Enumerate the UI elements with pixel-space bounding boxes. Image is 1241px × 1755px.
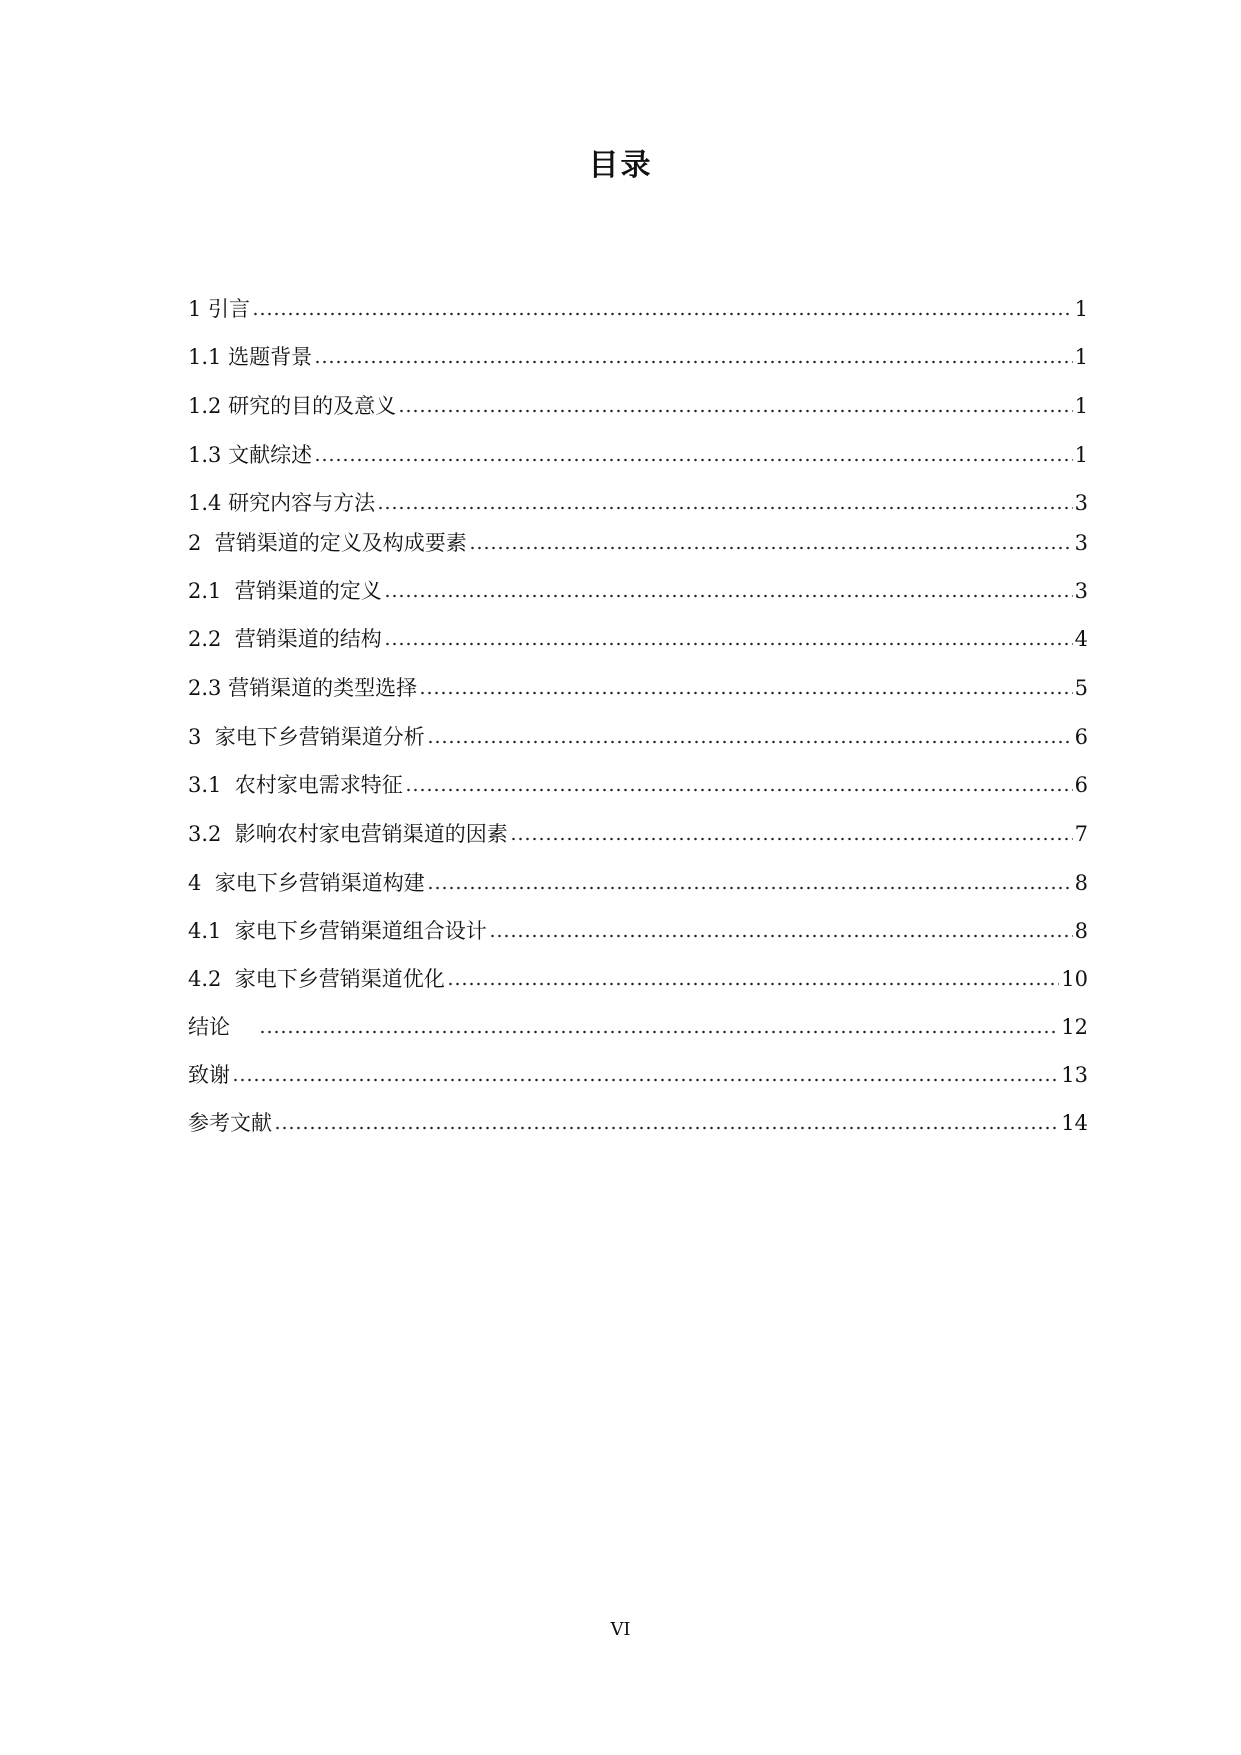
toc-entry[interactable] [188, 292, 1088, 322]
toc-dot-leader [419, 691, 1073, 695]
toc-entry-page: 3 [1074, 579, 1088, 603]
toc-entry-page: 10 [1061, 967, 1088, 991]
toc-entry[interactable] [188, 962, 1088, 992]
toc-dot-leader [252, 312, 1073, 316]
toc-entry[interactable] [188, 914, 1088, 944]
toc-dot-leader [447, 982, 1060, 986]
toc-entry-title: 4.2 家电下乡营销渠道优化 [188, 967, 445, 991]
toc-entry[interactable] [188, 340, 1088, 370]
toc-entry[interactable] [188, 671, 1088, 701]
toc-entry-title: 2.3 营销渠道的类型选择 [188, 676, 418, 700]
toc-dot-leader [259, 1030, 1060, 1034]
toc-entry[interactable] [188, 486, 1088, 516]
toc-entry-page: 12 [1061, 1015, 1088, 1039]
toc-entry-page: 6 [1074, 725, 1088, 749]
toc-entry[interactable] [188, 1058, 1088, 1088]
toc-entry[interactable] [188, 817, 1088, 847]
toc-entry-page: 1 [1074, 443, 1088, 467]
toc-dot-leader [405, 788, 1073, 792]
toc-dot-leader [427, 886, 1073, 890]
toc-dot-leader [398, 409, 1073, 413]
toc-entry[interactable] [188, 768, 1088, 798]
toc-entry-page: 8 [1074, 919, 1088, 943]
toc-dot-leader [314, 360, 1073, 364]
toc-entry-page: 8 [1074, 871, 1088, 895]
toc-entry-title: 2.1 营销渠道的定义 [188, 579, 382, 603]
toc-entry-title: 致谢 [188, 1063, 230, 1087]
toc-dot-leader [384, 642, 1073, 646]
toc-entry-page: 3 [1074, 491, 1088, 515]
page-number: VI [610, 1619, 631, 1640]
toc-dot-leader [274, 1126, 1059, 1130]
toc-entry[interactable] [188, 574, 1088, 604]
toc-entry-page: 7 [1074, 822, 1088, 846]
page-title: 目录 [588, 148, 653, 183]
toc-dot-leader [469, 546, 1073, 550]
toc-entry-title: 2.2 营销渠道的结构 [188, 627, 382, 651]
toc-entry[interactable] [188, 720, 1088, 750]
toc-dot-leader [314, 458, 1073, 462]
toc-entry-title: 1.4 研究内容与方法 [188, 491, 376, 515]
table-of-contents [188, 0, 1088, 1755]
toc-entry-page: 6 [1074, 773, 1088, 797]
toc-entry-title: 结论 [188, 1015, 257, 1039]
toc-entry[interactable] [188, 526, 1088, 556]
toc-entry-title: 2 营销渠道的定义及构成要素 [188, 531, 467, 555]
toc-entry-title: 参考文献 [188, 1111, 272, 1135]
toc-entry[interactable] [188, 866, 1088, 896]
toc-dot-leader [377, 506, 1073, 510]
toc-entry-title: 4.1 家电下乡营销渠道组合设计 [188, 919, 487, 943]
toc-entry-page: 5 [1074, 676, 1088, 700]
toc-entry-page: 13 [1061, 1063, 1088, 1087]
toc-entry-page: 1 [1074, 297, 1088, 321]
toc-entry-title: 3.1 农村家电需求特征 [188, 773, 403, 797]
toc-entry-page: 14 [1061, 1111, 1088, 1135]
toc-entry[interactable] [188, 438, 1088, 468]
toc-entry-page: 3 [1074, 531, 1088, 555]
toc-entry-page: 1 [1074, 345, 1088, 369]
toc-entry[interactable] [188, 389, 1088, 419]
toc-dot-leader [427, 740, 1073, 744]
toc-entry[interactable] [188, 1106, 1088, 1136]
toc-dot-leader [232, 1078, 1059, 1082]
toc-entry-page: 1 [1074, 394, 1088, 418]
toc-entry-title: 1.3 文献综述 [188, 443, 313, 467]
toc-dot-leader [384, 594, 1073, 598]
toc-entry-title: 1 引言 [188, 297, 251, 321]
toc-entry-title: 1.1 选题背景 [188, 345, 313, 369]
toc-entry-title: 1.2 研究的目的及意义 [188, 394, 397, 418]
toc-dot-leader [489, 934, 1073, 938]
toc-dot-leader [510, 837, 1073, 841]
toc-entry-title: 4 家电下乡营销渠道构建 [188, 871, 425, 895]
toc-entry-page: 4 [1074, 627, 1088, 651]
toc-entry[interactable] [188, 622, 1088, 652]
toc-entry-title: 3.2 影响农村家电营销渠道的因素 [188, 822, 508, 846]
toc-entry-title: 3 家电下乡营销渠道分析 [188, 725, 425, 749]
toc-entry[interactable] [188, 1010, 1088, 1040]
